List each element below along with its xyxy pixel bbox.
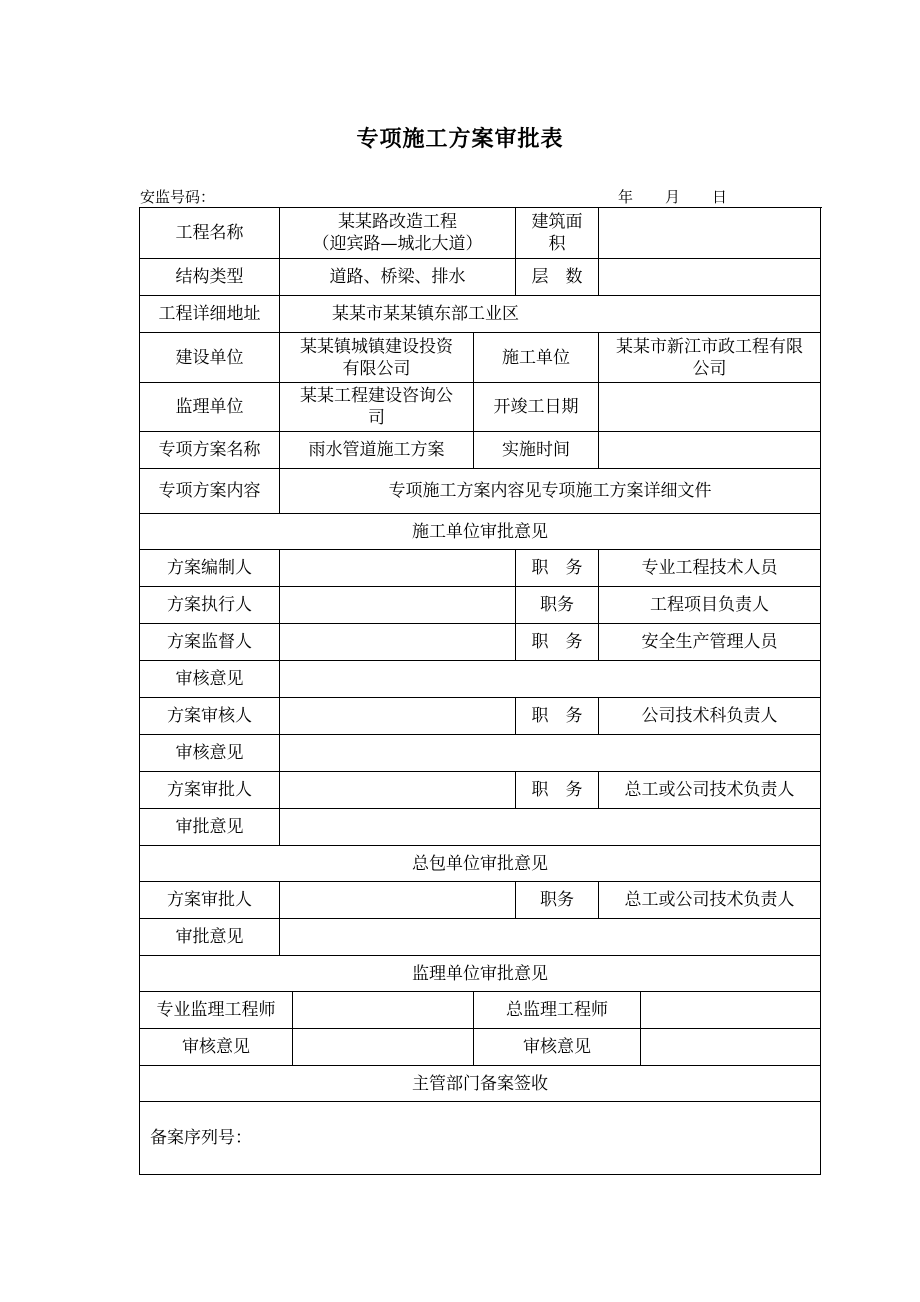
area-label-line2: 积 xyxy=(548,234,566,254)
row-address xyxy=(140,296,822,333)
area-value xyxy=(599,208,821,259)
plan-reviewer-label: 方案审核人 xyxy=(140,698,280,735)
plan-approver-duty-label: 职 务 xyxy=(516,772,599,809)
plan-executor-duty: 工程项目负责人 xyxy=(599,587,821,624)
row-review-opinion-2 xyxy=(140,735,822,772)
project-name-value xyxy=(280,208,516,259)
contractor-line1: 某某市新江市政工程有限 xyxy=(616,336,803,357)
row-supervisor-dates xyxy=(140,383,822,432)
row-project-name xyxy=(140,208,822,259)
plan-approver-duty: 总工或公司技术负责人 xyxy=(599,772,821,809)
supervisor-value xyxy=(280,383,474,432)
supervision-opinion-left-field[interactable] xyxy=(293,1029,474,1066)
impl-time-value xyxy=(599,432,821,469)
row-filing-serial xyxy=(140,1102,822,1175)
floors-label: 层 数 xyxy=(516,259,599,296)
project-name-line1: 某某路改造工程 xyxy=(338,212,457,232)
gc-section-title: 总包单位审批意见 xyxy=(140,846,821,882)
address-value: 某某市某某镇东部工业区 xyxy=(280,296,821,333)
supervision-opinion-left-label: 审核意见 xyxy=(140,1029,293,1066)
row-supervision-engineers xyxy=(140,992,822,1029)
plan-author-label: 方案编制人 xyxy=(140,550,280,587)
plan-content-label: 专项方案内容 xyxy=(140,469,280,514)
review-opinion-2-label: 审核意见 xyxy=(140,735,280,772)
row-supervision-section xyxy=(140,956,822,992)
chief-engineer-label: 总监理工程师 xyxy=(474,992,641,1029)
plan-reviewer-signature[interactable] xyxy=(280,698,516,735)
date-year: 年 xyxy=(618,188,634,206)
supervision-section-title: 监理单位审批意见 xyxy=(140,956,821,992)
row-plan-executor xyxy=(140,587,822,624)
row-supervision-opinions xyxy=(140,1029,822,1066)
row-structure xyxy=(140,259,822,296)
plan-monitor-signature[interactable] xyxy=(280,624,516,661)
plan-executor-duty-label: 职务 xyxy=(516,587,599,624)
plan-approver-label: 方案审批人 xyxy=(140,772,280,809)
row-approval-opinion xyxy=(140,809,822,846)
impl-time-label: 实施时间 xyxy=(474,432,599,469)
specialist-engineer-signature[interactable] xyxy=(293,992,474,1029)
approval-form-table xyxy=(139,207,822,1175)
row-construction-section xyxy=(140,514,822,550)
row-gc-section xyxy=(140,846,822,882)
plan-monitor-label: 方案监督人 xyxy=(140,624,280,661)
plan-name-label: 专项方案名称 xyxy=(140,432,280,469)
row-plan-reviewer xyxy=(140,698,822,735)
gc-approval-opinion-label: 审批意见 xyxy=(140,919,280,956)
plan-reviewer-duty: 公司技术科负责人 xyxy=(599,698,821,735)
row-authority-section xyxy=(140,1066,822,1102)
gc-approver-signature[interactable] xyxy=(280,882,516,919)
review-opinion-2-field[interactable] xyxy=(280,735,821,772)
date-line xyxy=(618,186,727,207)
plan-approver-signature[interactable] xyxy=(280,772,516,809)
gc-approver-duty-label: 职务 xyxy=(516,882,599,919)
contractor-line2: 公司 xyxy=(692,358,727,379)
project-name-line2: （迎宾路—城北大道） xyxy=(312,234,483,254)
supervision-opinion-right-field[interactable] xyxy=(641,1029,821,1066)
form-title: 专项施工方案审批表 xyxy=(356,127,564,152)
plan-reviewer-duty-label: 职 务 xyxy=(516,698,599,735)
plan-author-duty-label: 职 务 xyxy=(516,550,599,587)
authority-section-title: 主管部门备案签收 xyxy=(140,1066,821,1102)
plan-content-value: 专项施工方案内容见专项施工方案详细文件 xyxy=(280,469,821,514)
review-opinion-1-label: 审核意见 xyxy=(140,661,280,698)
plan-executor-label: 方案执行人 xyxy=(140,587,280,624)
chief-engineer-signature[interactable] xyxy=(641,992,821,1029)
date-day: 日 xyxy=(712,188,728,206)
plan-executor-signature[interactable] xyxy=(280,587,516,624)
row-gc-approver xyxy=(140,882,822,919)
plan-monitor-duty-label: 职 务 xyxy=(516,624,599,661)
plan-name-value: 雨水管道施工方案 xyxy=(280,432,474,469)
supervision-opinion-right-label: 审核意见 xyxy=(474,1029,641,1066)
area-label xyxy=(516,208,599,259)
area-label-line1: 建筑面 xyxy=(531,212,583,232)
approval-opinion-label: 审批意见 xyxy=(140,809,280,846)
plan-author-signature[interactable] xyxy=(280,550,516,587)
safety-ref-label: 安监号码： xyxy=(140,188,216,206)
date-month: 月 xyxy=(665,188,681,206)
row-plan-name xyxy=(140,432,822,469)
owner-line2: 有限公司 xyxy=(342,358,411,379)
construction-section-title: 施工单位审批意见 xyxy=(140,514,821,550)
gc-approver-duty: 总工或公司技术负责人 xyxy=(599,882,821,919)
review-opinion-1-field[interactable] xyxy=(280,661,821,698)
owner-value xyxy=(280,333,474,383)
owner-line1: 某某镇城镇建设投资 xyxy=(300,336,453,357)
floors-value xyxy=(599,259,821,296)
dates-value xyxy=(599,383,821,432)
gc-approval-opinion-field[interactable] xyxy=(280,919,821,956)
structure-label: 结构类型 xyxy=(140,259,280,296)
approval-opinion-field[interactable] xyxy=(280,809,821,846)
supervisor-label: 监理单位 xyxy=(140,383,280,432)
structure-value: 道路、桥梁、排水 xyxy=(280,259,516,296)
row-plan-content xyxy=(140,469,822,514)
plan-author-duty: 专业工程技术人员 xyxy=(599,550,821,587)
filing-serial-label: 备案序列号： xyxy=(140,1102,821,1175)
row-plan-monitor xyxy=(140,624,822,661)
row-plan-author xyxy=(140,550,822,587)
gc-approver-label: 方案审批人 xyxy=(140,882,280,919)
row-review-opinion-1 xyxy=(140,661,822,698)
row-plan-approver xyxy=(140,772,822,809)
contractor-label: 施工单位 xyxy=(474,333,599,383)
contractor-value xyxy=(599,333,821,383)
row-owner-contractor xyxy=(140,333,822,383)
supervisor-line2: 司 xyxy=(368,408,385,428)
plan-monitor-duty: 安全生产管理人员 xyxy=(599,624,821,661)
project-name-label: 工程名称 xyxy=(140,208,280,259)
supervisor-line1: 某某工程建设咨询公 xyxy=(300,386,453,406)
dates-label: 开竣工日期 xyxy=(474,383,599,432)
specialist-engineer-label: 专业监理工程师 xyxy=(140,992,293,1029)
address-label: 工程详细地址 xyxy=(140,296,280,333)
row-gc-approval-opinion xyxy=(140,919,822,956)
owner-label: 建设单位 xyxy=(140,333,280,383)
